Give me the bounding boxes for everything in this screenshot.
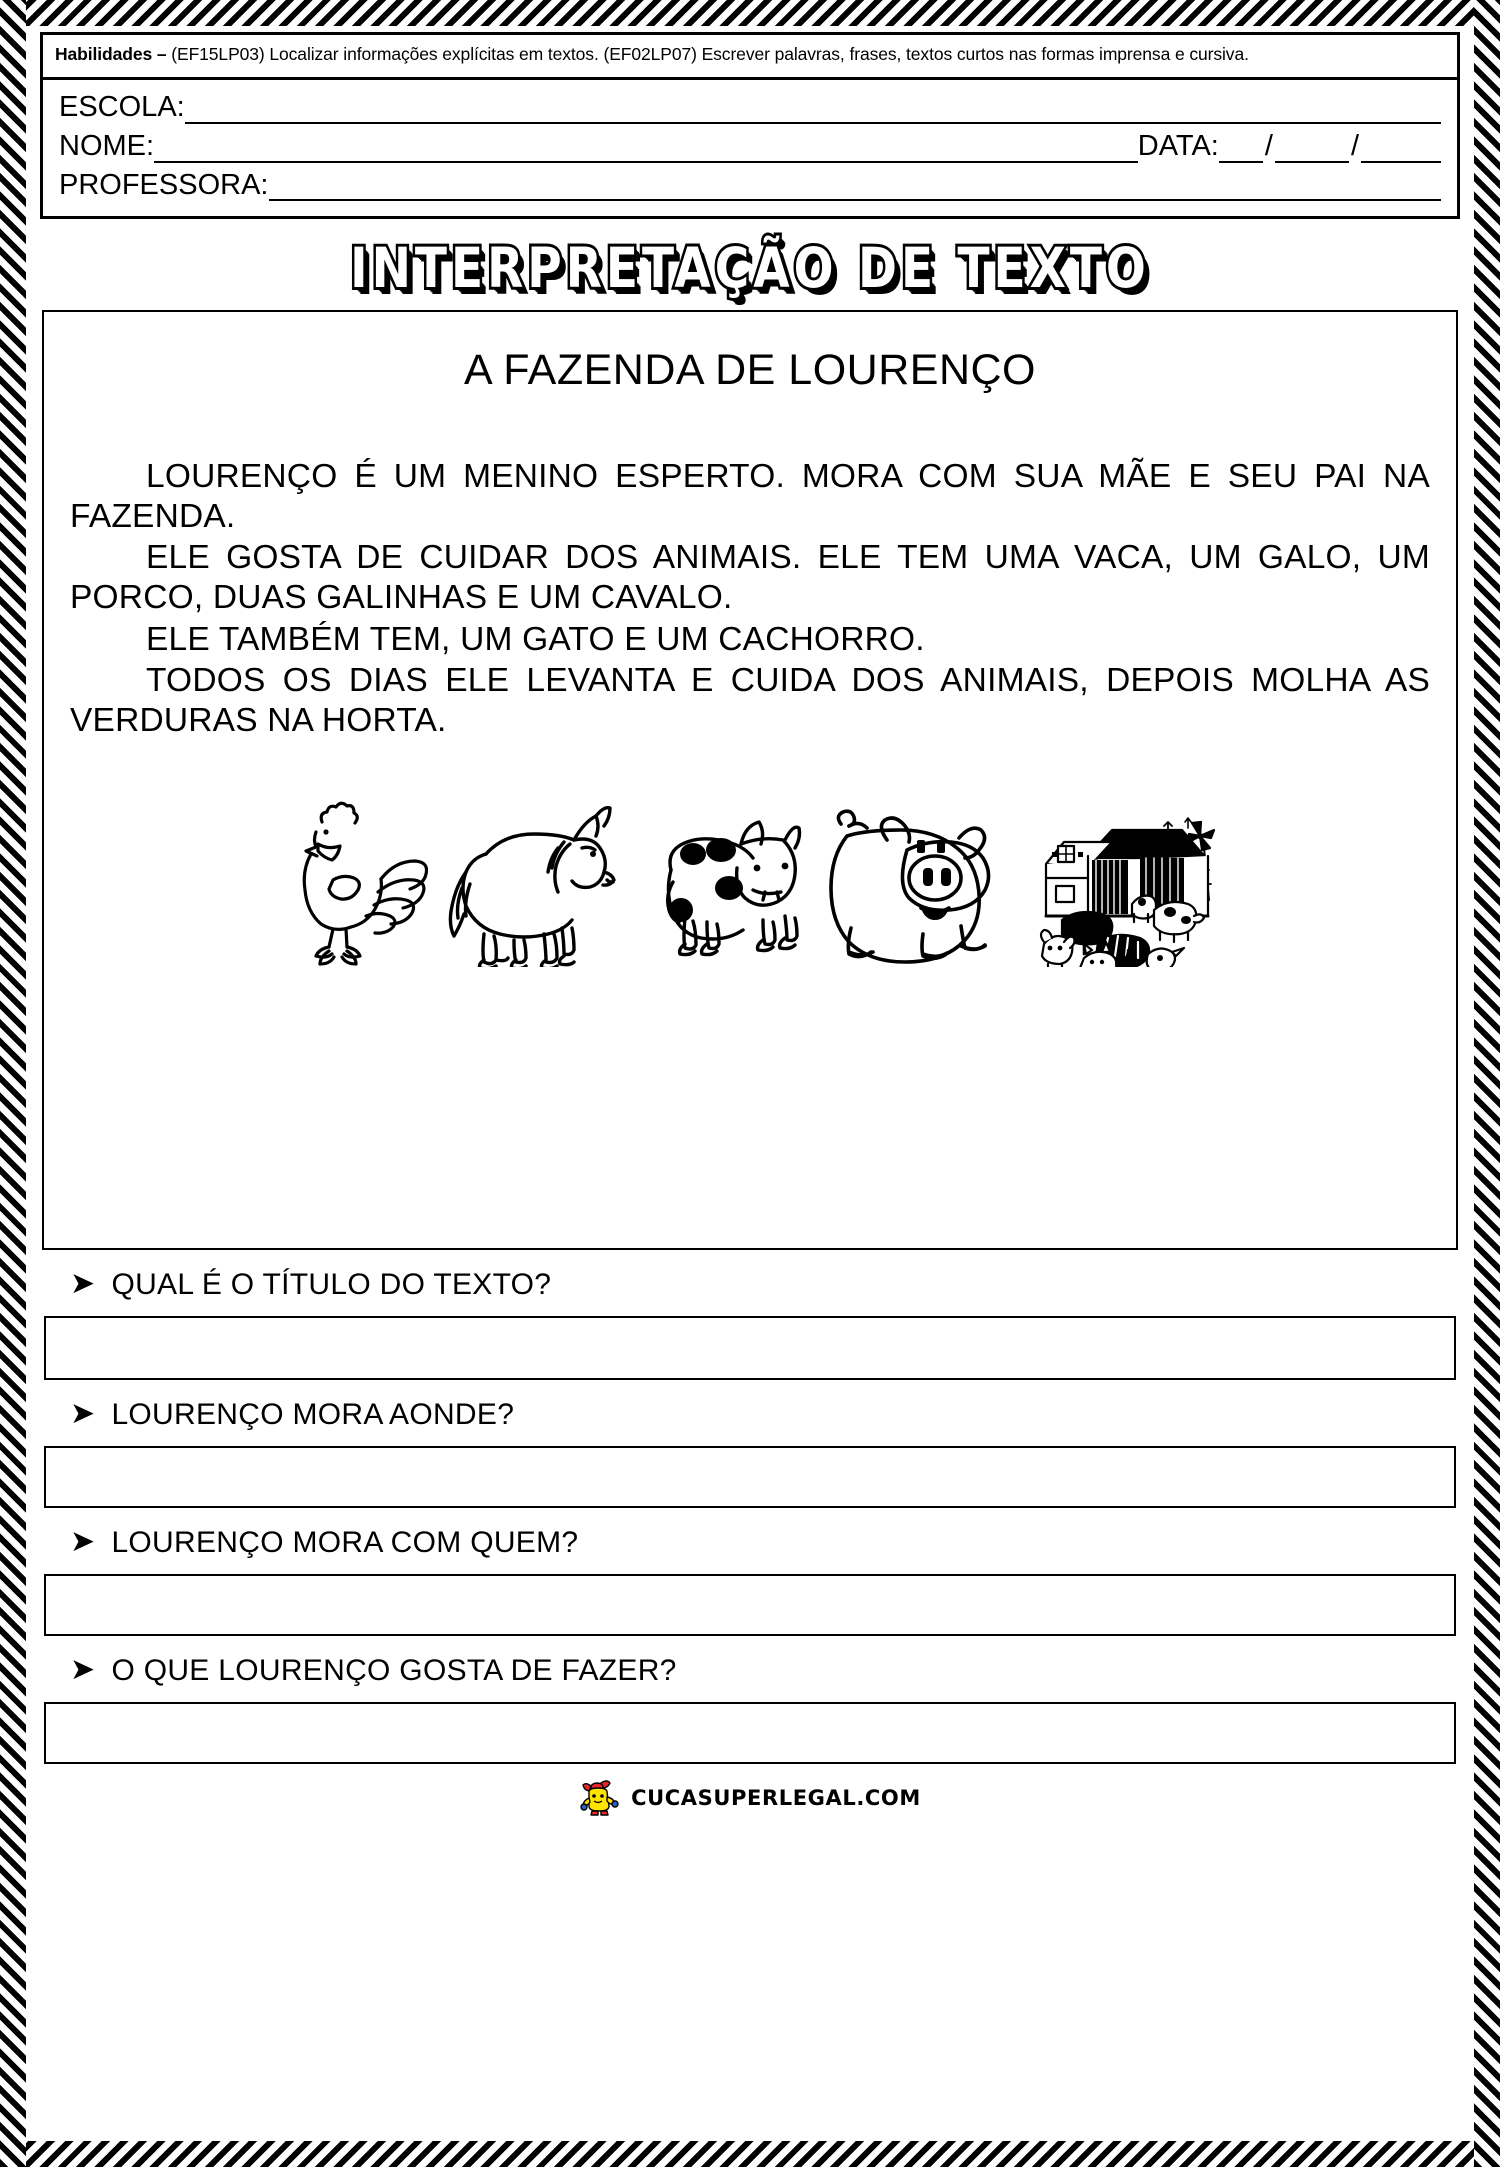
date-separator-1: / [1264, 129, 1273, 162]
professora-label: PROFESSORA: [59, 168, 269, 201]
question-item [44, 1526, 1456, 1636]
questions-section [44, 1268, 1456, 1764]
question-line [44, 1526, 1456, 1560]
nome-label: NOME: [59, 129, 155, 162]
decorative-border-right [1474, 0, 1500, 2167]
data-day-line[interactable] [1219, 136, 1263, 163]
rooster-icon [278, 792, 428, 967]
professora-row [59, 166, 1441, 205]
footer [36, 1778, 1464, 1818]
cow-icon [645, 792, 805, 967]
reading-text-box [42, 310, 1458, 1250]
skills-description: (EF15LP03) Localizar informações explícitas em textos. (EF02LP07) Escrever palavras, frases, textos curtos nas formas imprensa e cursiva. [171, 44, 1249, 64]
data-year-line[interactable] [1361, 136, 1441, 163]
question-item [44, 1398, 1456, 1508]
barn-scene-icon [1022, 792, 1222, 967]
page-content [26, 26, 1474, 2141]
data-label: DATA: [1137, 129, 1219, 162]
animal-illustrations [70, 792, 1430, 971]
question-text: O QUE LOURENÇO GOSTA DE FAZER? [111, 1654, 677, 1688]
answer-box[interactable] [44, 1574, 1456, 1636]
story-title: A FAZENDA DE LOURENÇO [463, 346, 1037, 395]
decorative-border-left [0, 0, 26, 2167]
question-line [44, 1268, 1456, 1302]
decorative-border-bottom [0, 2141, 1500, 2167]
worksheet-title-wrap [36, 236, 1464, 302]
data-month-line[interactable] [1275, 136, 1349, 163]
arrow-bullet-icon: ➤ [70, 1525, 96, 1559]
story-paragraph: ELE GOSTA DE CUIDAR DOS ANIMAIS. ELE TEM UMA VACA, UM GALO, UM PORCO, DUAS GALINHAS E UM CAVALO. [70, 539, 1430, 616]
skills-box [40, 32, 1460, 80]
answer-box[interactable] [44, 1316, 1456, 1380]
pig-icon [811, 792, 1016, 967]
footer-brand: CUCASUPERLEGAL.COM [631, 1786, 921, 1811]
nome-input-line[interactable] [154, 136, 1138, 163]
question-text: LOURENÇO MORA COM QUEM? [111, 1526, 579, 1560]
answer-box[interactable] [44, 1446, 1456, 1508]
question-item [44, 1654, 1456, 1764]
arrow-bullet-icon: ➤ [70, 1653, 96, 1687]
skills-text [55, 44, 1445, 66]
story-paragraph: TODOS OS DIAS ELE LEVANTA E CUIDA DOS ANIMAIS, DEPOIS MOLHA AS VERDURAS NA HORTA. [70, 662, 1430, 739]
horse-icon [434, 792, 639, 967]
story-paragraph: ELE TAMBÉM TEM, UM GATO E UM CACHORRO. [146, 620, 925, 658]
question-line [44, 1398, 1456, 1432]
question-line [44, 1654, 1456, 1688]
arrow-bullet-icon: ➤ [70, 1397, 96, 1431]
question-text: LOURENÇO MORA AONDE? [111, 1398, 515, 1432]
nome-row [59, 127, 1441, 166]
worksheet-title: INTERPRETAÇÃO DE TEXTO [350, 236, 1150, 302]
mascot-icon [579, 1778, 623, 1818]
question-item [44, 1268, 1456, 1380]
answer-box[interactable] [44, 1702, 1456, 1764]
skills-label: Habilidades – [55, 44, 172, 64]
date-separator-2: / [1350, 129, 1359, 162]
story-paragraph: LOURENÇO É UM MENINO ESPERTO. MORA COM SUA MÃE E SEU PAI NA FAZENDA. [70, 458, 1430, 535]
identification-box [40, 80, 1460, 220]
arrow-bullet-icon: ➤ [70, 1267, 96, 1301]
escola-input-line[interactable] [185, 97, 1441, 124]
question-text: QUAL É O TÍTULO DO TEXTO? [111, 1268, 552, 1302]
escola-row [59, 88, 1441, 127]
escola-label: ESCOLA: [59, 90, 185, 123]
decorative-border-top [0, 0, 1500, 26]
professora-input-line[interactable] [269, 174, 1442, 201]
